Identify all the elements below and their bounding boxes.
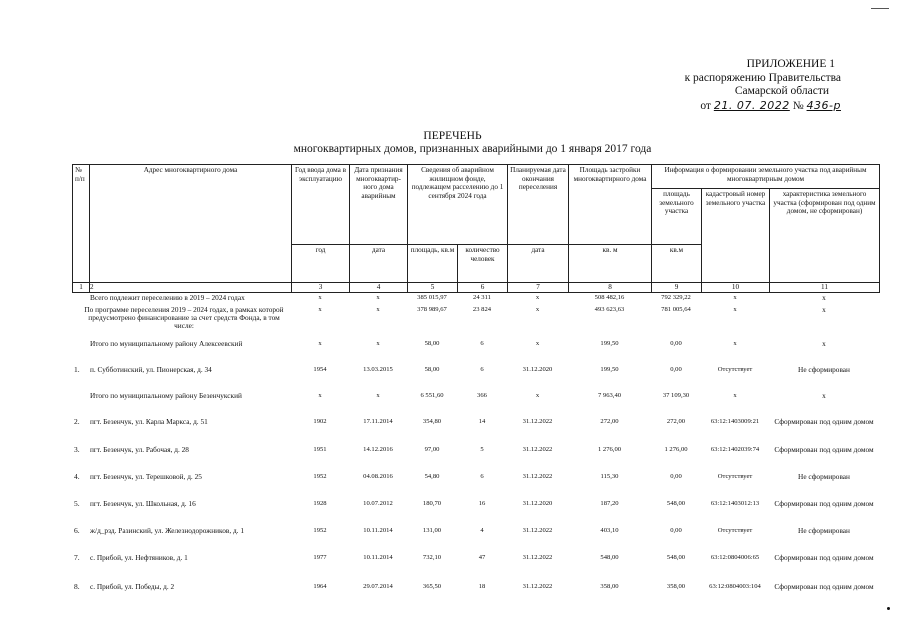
scan-mark [871,8,889,9]
cell-people: 6 [480,473,484,480]
table-row [72,418,879,434]
row-address: с. Прибой, ул. Нефтяников, д. 1 [90,553,188,562]
col-number: 10 [702,283,770,293]
hdr-planned: Планируемая дата окончания переселения [508,165,569,245]
cell-char: Не сформирован [798,526,850,535]
cell-people: 14 [478,418,486,425]
row-number: 4. [74,472,80,481]
hdr-fund: Сведения об аварийном жилищном фонде, подлежащем расселению до 1 сентября 2024 года [408,165,508,245]
table-row [72,392,879,408]
unit-year: год [292,245,350,283]
cell-cadastral: x [733,306,737,313]
cell-date: x [376,306,380,313]
hdr-land-area: площадь земельного участка [652,189,702,245]
cell-building: 187,20 [600,500,619,507]
cell-date: 10.11.2014 [363,527,393,534]
cell-date: 10.07.2012 [363,500,393,507]
cell-building: 1 276,00 [597,446,622,453]
table-row [72,446,879,462]
cell-date: 14.12.2016 [363,446,393,453]
cell-char: x [822,293,826,302]
from-label: от [700,99,711,112]
cell-year: x [318,392,322,399]
cell-date: 04.08.2016 [363,473,393,480]
row-number: 2. [74,417,80,426]
appendix-date-line [541,99,841,114]
hdr-cadastral: кадастровый номер земельного участка [702,189,770,283]
cell-land: 1 276,00 [664,446,688,453]
cell-planned: 31.12.2020 [522,366,553,373]
table-row [72,366,879,382]
cell-char: Сформирован под одним домом [774,553,874,562]
cell-planned: 31.12.2022 [522,473,553,480]
cell-planned: x [535,392,540,399]
row-number: 1. [74,365,80,374]
row-address: с. Прибой, ул. Победы, д. 2 [90,582,175,591]
col-number: 6 [458,283,508,293]
cell-area: 365,50 [422,583,442,590]
row-address: пгт. Безенчук, ул. Рабочая, д. 28 [90,445,189,454]
cell-year: 1952 [313,527,327,534]
col-number: 7 [508,283,569,293]
column-numbers-row [73,283,880,293]
cell-people: 5 [480,446,484,453]
cell-date: x [376,392,380,399]
cell-land: 0,00 [670,340,682,347]
cell-date: x [376,340,380,347]
cell-char: Сформирован под одним домом [774,499,874,508]
row-number: 8. [74,582,80,591]
cell-year: x [318,340,322,347]
cell-date: 29.07.2014 [363,583,393,590]
number-label: № [792,99,804,112]
unit-building: кв. м [569,245,652,283]
cell-date: 13.03.2015 [363,366,393,373]
cell-people: 24 311 [473,294,491,301]
cell-land: 548,00 [666,500,686,507]
cell-char: Сформирован под одним домом [774,417,874,426]
cell-building: 508 482,16 [594,294,625,301]
row-address: пгт. Безенчук, ул. Карла Маркса, д. 51 [90,417,208,426]
row-address: пгт. Безенчук, ул. Терешковой, д. 25 [90,472,202,481]
cell-building: 493 623,63 [594,306,625,313]
cell-land: 548,00 [666,554,686,561]
row-address: Всего подлежит переселению в 2019 – 2024 годах [90,293,245,302]
table-row [72,583,879,599]
col-number: 9 [652,283,702,293]
cell-year: 1954 [313,366,327,373]
cell-cadastral: 63:12:0804006:65 [710,554,760,561]
cell-year: 1964 [313,583,327,590]
col-number: 8 [569,283,652,293]
row-address: Итого по муниципальному району Безенчукский [90,391,242,400]
appendix-line2: к распоряжению Правительства [684,71,841,84]
row-address: По программе переселения 2019 – 2024 годах, в рамках которой предусмотрено финансирование за счет средств Фонда, в том числе: [84,305,284,330]
row-address: ж/д_рзд. Разинский, ул. Железнодорожников, д. 1 [90,526,244,535]
cell-area: 131,00 [422,527,442,534]
cell-year: 1952 [313,473,327,480]
cell-land: 0,00 [670,527,682,534]
cell-building: 115,30 [600,473,619,480]
cell-people: 47 [478,554,486,561]
hdr-year: Год ввода дома в эксплуатацию [292,165,350,245]
row-number: 7. [74,553,80,562]
cell-building: 199,50 [600,366,619,373]
cell-people: 23 824 [472,306,492,313]
cell-cadastral: 63:12:0804003:104 [709,583,761,590]
cell-cadastral: Отсутствует [717,366,753,373]
row-number: 3. [74,445,80,454]
hdr-building-area: Площадь застройки многоквартирного дома [569,165,652,245]
cell-planned: 31.12.2022 [522,446,553,453]
cell-cadastral: x [733,340,737,347]
row-number: 5. [74,499,80,508]
cell-planned: 31.12.2022 [522,583,553,590]
hdr-land-info: Информация о формировании земельного участка под аварийным многоквартирным домом [652,165,880,189]
unit-land: кв.м [652,245,702,283]
cell-planned: 31.12.2022 [522,554,553,561]
hdr-address: Адрес многоквартирного дома [90,165,292,283]
cell-land: 358,00 [666,583,686,590]
cell-cadastral: x [733,392,737,399]
cell-char: Сформирован под одним домом [774,582,874,591]
cell-cadastral: 63:12:1402039:74 [710,446,760,453]
cell-area: 180,70 [422,500,442,507]
row-address: Итого по муниципальному району Алексеевский [90,339,243,348]
handwritten-date: 21. 07. 2022 [713,98,790,112]
appendix-line3: Самарской области [734,85,829,97]
cell-cadastral: Отсутствует [717,473,753,480]
cell-char: Не сформирован [798,472,850,481]
col-number: 4 [350,283,408,293]
cell-cadastral: x [733,294,737,301]
appendix-block [541,58,841,113]
cell-char: Сформирован под одним домом [774,445,874,454]
cell-area: 54,80 [424,473,440,480]
col-number: 2 [90,283,292,293]
cell-date: 10.11.2014 [363,554,393,561]
cell-land: 792 329,22 [661,294,691,301]
unit-area: площадь, кв.м [408,245,458,283]
cell-area: 58,00 [424,366,440,373]
cell-year: 1928 [313,500,327,507]
cell-building: 7 963,40 [597,392,622,399]
cell-year: 1902 [313,418,327,425]
unit-planned: дата [508,245,569,283]
cell-land: 781 005,64 [661,306,691,313]
col-number: 1 [73,283,90,293]
cell-building: 272,00 [600,418,619,425]
cell-year: x [318,306,322,313]
cell-area: 378 989,67 [417,306,447,313]
cell-people: 16 [478,500,486,507]
table-row [72,305,879,330]
cell-char: x [822,391,826,400]
table-row [72,473,879,489]
table-row [72,340,879,356]
cell-area: 732,10 [422,554,442,561]
table-row [72,500,879,516]
cell-area: 354,80 [422,418,442,425]
handwritten-number: 436-р [806,98,841,112]
cell-cadastral: 63:12:1403012:13 [710,500,760,507]
cell-planned: x [535,306,540,313]
cell-year: 1977 [313,554,327,561]
cell-date: 17.11.2014 [363,418,393,425]
cell-land: 0,00 [670,366,682,373]
hdr-characteristic: характеристика земельного участка (сформирован под одним домом, не сформирован) [770,189,880,283]
scan-dot [887,607,890,610]
cell-planned: 31.12.2022 [522,418,553,425]
cell-cadastral: 63:12:1403009:21 [710,418,760,425]
cell-char: x [822,339,826,348]
col-number: 5 [408,283,458,293]
document-title [0,130,905,156]
cell-area: 58,00 [424,340,440,347]
cell-land: 37 109,30 [662,392,690,399]
cell-building: 548,00 [600,554,619,561]
cell-cadastral: Отсутствует [717,527,753,534]
cell-date: x [376,294,380,301]
cell-char: Не сформирован [798,365,850,374]
header-table [72,164,880,293]
title-line2: многоквартирных домов, признанных аварийными до 1 января 2017 года [293,143,652,155]
cell-building: 358,00 [600,583,619,590]
table-row [72,527,879,543]
title-line1: ПЕРЕЧЕНЬ [423,130,482,142]
cell-year: x [318,294,322,301]
cell-planned: x [535,294,540,301]
row-number: 6. [74,526,80,535]
unit-people: количество человек [458,245,508,283]
cell-planned: 31.12.2020 [522,500,553,507]
hdr-date-emergency: Дата признания многоквартир-ного дома аварийным [350,165,408,245]
cell-area: 6 551,60 [420,392,444,399]
cell-char: x [822,305,826,314]
cell-year: 1951 [313,446,327,453]
row-address: пгт. Безенчук, ул. Школьная, д. 16 [90,499,196,508]
cell-area: 385 015,97 [417,294,447,301]
cell-people: 18 [478,583,486,590]
table-row [72,554,879,570]
col-number: 3 [292,283,350,293]
cell-land: 0,00 [670,473,682,480]
appendix-heading: ПРИЛОЖЕНИЕ 1 [746,58,835,70]
cell-building: 403,10 [600,527,619,534]
cell-people: 6 [480,366,484,373]
cell-planned: 31.12.2022 [522,527,553,534]
col-number: 11 [770,283,880,293]
cell-people: 6 [480,340,484,347]
cell-people: 4 [480,527,484,534]
hdr-num: № п/п [73,165,90,283]
cell-building: 199,50 [600,340,619,347]
row-address: п. Субботинский, ул. Пионерская, д. 34 [90,365,212,374]
cell-area: 97,00 [424,446,440,453]
unit-date: дата [350,245,408,283]
cell-people: 366 [477,392,487,399]
cell-land: 272,00 [666,418,686,425]
cell-planned: x [535,340,540,347]
